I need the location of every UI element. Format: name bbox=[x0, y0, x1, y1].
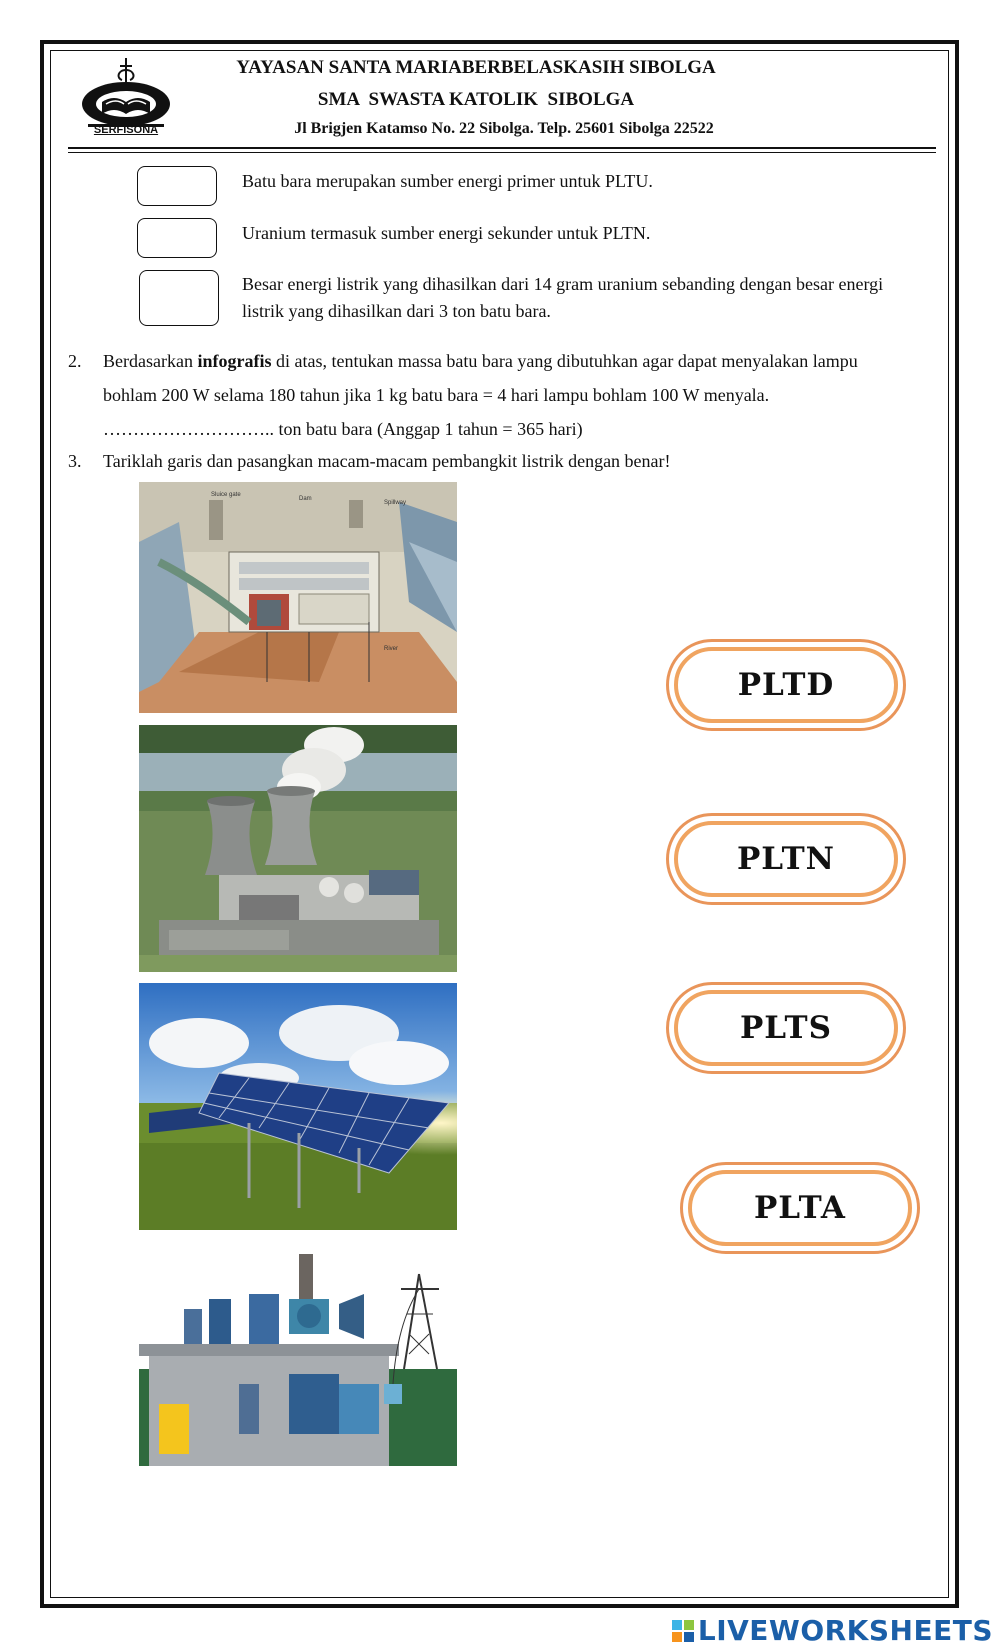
question-2-line-1-rest: di atas, tentukan massa batu bara yang dibutuhkan agar dapat menyalakan lampu bbox=[271, 351, 858, 371]
foundation-title: YAYASAN SANTA MARIABERBELASKASIH SIBOLGA bbox=[236, 57, 716, 78]
question-3-text: Tariklah garis dan pasangkan macam-macam pembangkit listrik dengan benar! bbox=[103, 451, 671, 471]
question-2-line-1 bbox=[103, 344, 923, 378]
school-title: SMA SWASTA KATOLIK SIBOLGA bbox=[317, 89, 635, 110]
option-plts-label: PLTS bbox=[739, 1010, 833, 1046]
liveworksheets-text: LIVEWORKSHEETS bbox=[697, 1614, 993, 1647]
header-divider bbox=[68, 147, 936, 149]
answer-box-2[interactable] bbox=[137, 218, 217, 258]
school-address: Jl Brigjen Katamso No. 22 Sibolga. Telp. 25601 Sibolga 22522 bbox=[294, 120, 714, 137]
question-3-number: 3. bbox=[68, 451, 82, 471]
option-pltd-label: PLTD bbox=[737, 667, 835, 703]
question-2-text bbox=[103, 344, 923, 446]
option-plta[interactable] bbox=[680, 1162, 920, 1254]
option-plts[interactable] bbox=[666, 982, 906, 1074]
logo-text: SERFISONA bbox=[93, 124, 159, 136]
hydro-dam-illustration bbox=[139, 482, 457, 713]
answer-box-3[interactable] bbox=[139, 270, 219, 326]
option-pltn[interactable] bbox=[666, 813, 906, 905]
diesel-plant-image[interactable] bbox=[139, 1244, 457, 1466]
liveworksheets-logo-icon bbox=[672, 1620, 694, 1642]
question-2-line-3-rest: ton batu bara (Anggap 1 tahun = 365 hari) bbox=[274, 419, 583, 439]
answer-blank[interactable]: ……………………….. bbox=[103, 419, 274, 439]
diesel-plant-illustration bbox=[139, 1244, 457, 1466]
dam-label-dam: Dam bbox=[299, 496, 312, 502]
dam-label-sluice: Sluice gate bbox=[211, 492, 241, 498]
question-2-keyword: infografis bbox=[197, 351, 272, 371]
solar-farm-illustration bbox=[139, 983, 457, 1230]
dam-label-spillway: Spillway bbox=[384, 500, 407, 506]
question-2-number: 2. bbox=[68, 351, 82, 371]
option-pltn-label: PLTN bbox=[737, 841, 835, 877]
statement-2: Uranium termasuk sumber energi sekunder untuk PLTN. bbox=[242, 223, 651, 243]
statement-3: Besar energi listrik yang dihasilkan dari 14 gram uranium sebanding dengan besar energi listrik yang dihasilkan dari 3 ton batu bara. bbox=[242, 274, 884, 321]
question-2-prefix: Berdasarkan bbox=[103, 351, 198, 371]
solar-farm-image[interactable] bbox=[139, 983, 457, 1230]
hydro-dam-image[interactable] bbox=[139, 482, 457, 713]
option-plta-label: PLTA bbox=[753, 1190, 846, 1226]
question-2-line-2: bohlam 200 W selama 180 tahun jika 1 kg batu bara = 4 hari lampu bohlam 100 W menyala. bbox=[103, 385, 770, 405]
dam-label-river: River bbox=[384, 646, 399, 652]
header-divider-thin bbox=[68, 152, 936, 153]
nuclear-plant-illustration bbox=[139, 725, 457, 972]
option-pltd[interactable] bbox=[666, 639, 906, 731]
statement-1: Batu bara merupakan sumber energi primer untuk PLTU. bbox=[242, 171, 653, 191]
answer-box-1[interactable] bbox=[137, 166, 217, 206]
question-2-line-3 bbox=[103, 412, 923, 446]
liveworksheets-watermark bbox=[672, 1614, 993, 1647]
nuclear-plant-image[interactable] bbox=[139, 725, 457, 972]
